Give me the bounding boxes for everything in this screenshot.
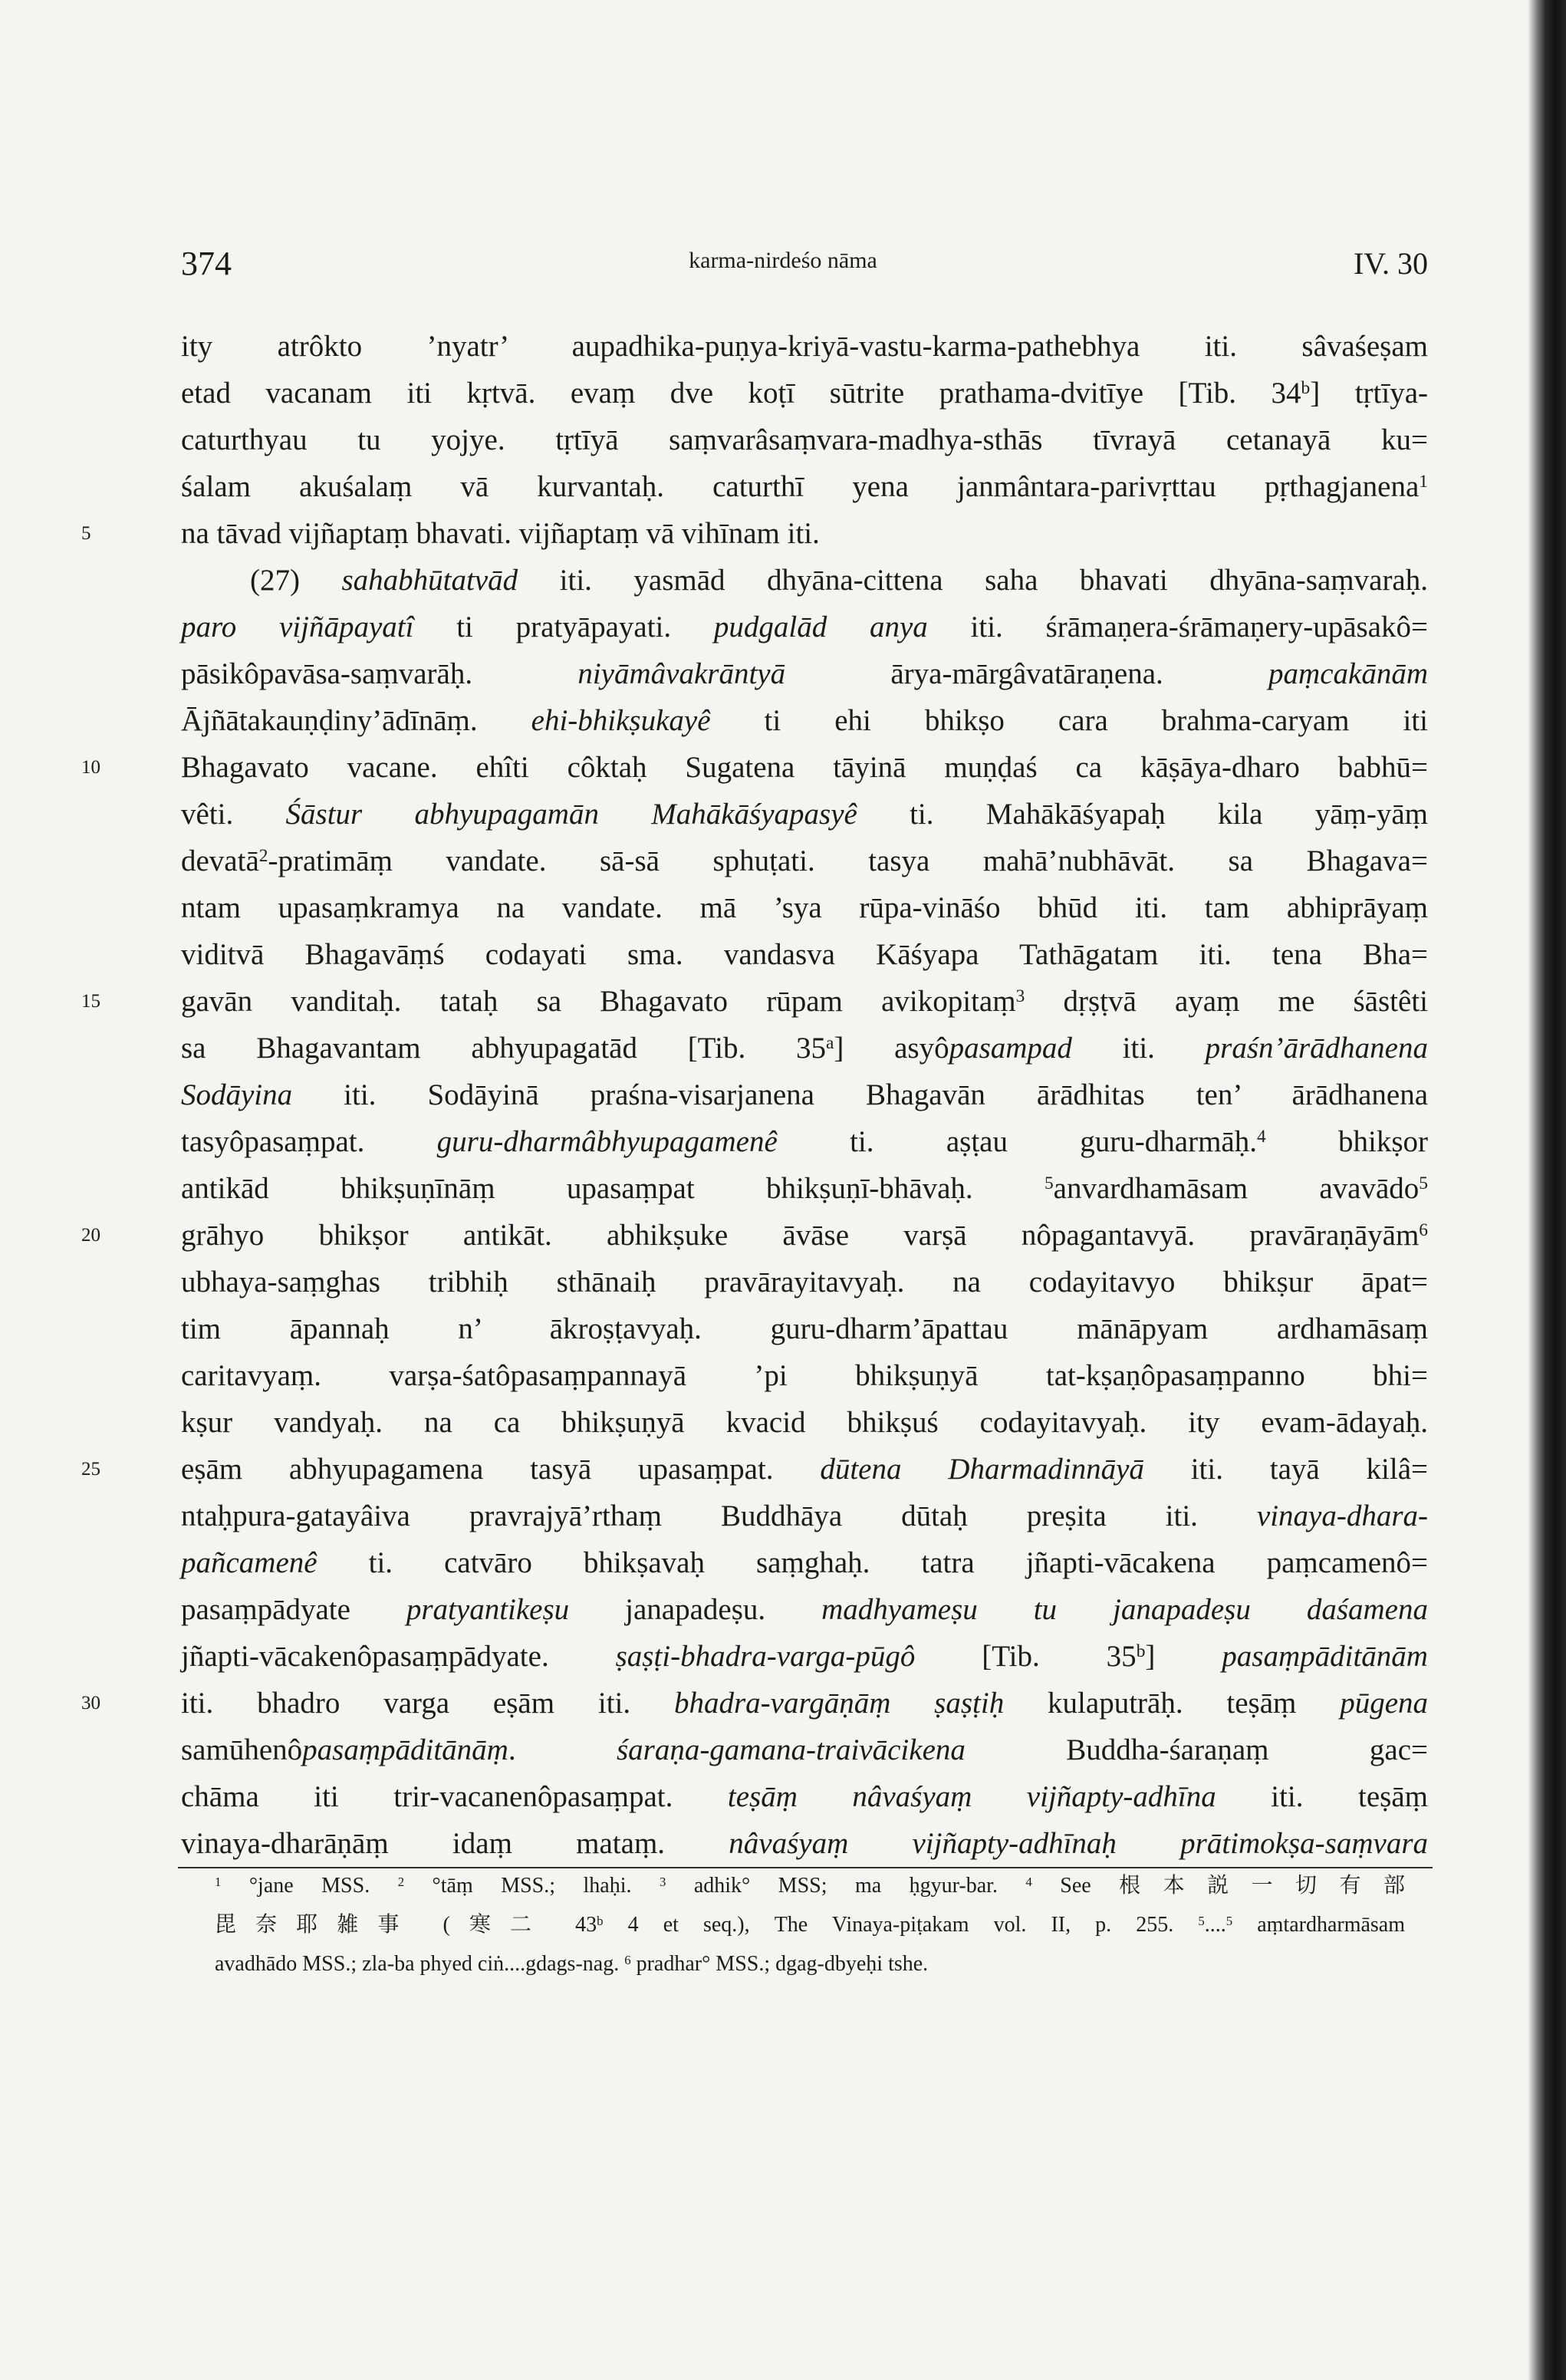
text-run: -pratimāṃ vandate. sā-sā sphuṭati. tasya mahā’nubhāvāt. sa Bhagava= [268,844,1428,877]
text-run: adhik° MSS; ma ḥgyur-bar. [666,1874,1026,1898]
text-run: ti ehi bhikṣo cara brahma-caryam iti [710,704,1428,737]
text-run: viditvā Bhagavāṃś codayati sma. vandasva Kāśyapa Tathāgatam iti. tena Bha= [181,938,1428,971]
text-line [81,744,1428,791]
text-run: bhikṣor [1265,1125,1428,1158]
text-line [81,1212,1428,1259]
text-run: caturthyau tu yojye. tṛtīyā saṃvarâsaṃvara-madhya-sthās tīvrayā cetanayā ku= [181,423,1428,456]
text-run: avadhādo MSS.; zla-ba phyed ciṅ....gdags-nag. [215,1952,625,1976]
text-line [181,463,1428,510]
text-run: ] tṛtīya- [1310,377,1428,410]
italic-text: pūgena [1340,1687,1429,1720]
italic-text: madhyameṣu tu janapadeṣu daśamena [821,1593,1428,1626]
text-run: Buddha-śaraṇaṃ gac= [965,1733,1429,1766]
text-line [181,1025,1428,1071]
text-line [181,650,1428,697]
text-run: ] [1145,1640,1222,1673]
text-line [181,1539,1428,1586]
footnotes [215,1866,1405,1983]
italic-text: sahabhūtatvād [341,564,518,597]
text-run: ti. Mahākāśyapaḥ kila yāṃ-yāṃ [857,798,1428,831]
italic-text: ṣaṣṭi-bhadra-varga-pūgô [615,1640,916,1673]
text-run: caritavyaṃ. varṣa-śatôpasaṃpannayā ’pi bhikṣuṇyā tat-kṣaṇôpasaṃpanno bhi= [181,1359,1428,1392]
footnote-marker: 5 [1225,1913,1233,1928]
text-line [81,510,1428,557]
text-run: eṣām abhyupagamena tasyā upasaṃpat. [181,1453,821,1486]
text-run: iti. tayā kilâ= [1143,1453,1428,1486]
text-line [181,791,1428,838]
text-line [181,931,1428,978]
italic-text: śaraṇa-gamana-traivācikena [616,1733,966,1766]
text-run: na tāvad vijñaptaṃ bhavati. vijñaptaṃ vā vihīnam iti. [181,517,820,550]
text-line [181,1399,1428,1446]
italic-text: pudgalād anya [713,611,928,644]
text-run: ity atrôkto ’nyatr’ aupadhika-puṇya-kriyā-vastu-karma-pathebhya iti. sâvaśeṣam [181,330,1428,363]
text-run: janapadeṣu. [569,1593,822,1626]
footnote-marker: 5 [1419,1174,1428,1194]
text-run: Ājñātakauṇḍiny’ādīnāṃ. [181,704,531,737]
line-number: 25 [81,1459,100,1480]
italic-text: nâvaśyaṃ vijñapty-adhīnaḥ prātimokṣa-saṃvara [729,1827,1428,1860]
text-run: tasyôpasaṃpat. [181,1125,437,1158]
italic-text: Sodāyina [181,1078,293,1111]
text-run: ntaḥpura-gatayâiva pravrajyā’rthaṃ Buddhāya dūtaḥ preṣita iti. [181,1499,1257,1532]
text-line [181,1820,1428,1867]
text-run: °jane MSS. [221,1874,398,1898]
line-number: 15 [81,991,100,1012]
footnote-marker: b [1301,378,1311,399]
italic-text: niyāmâvakrāntyā [577,657,786,690]
text-line [81,978,1428,1025]
text-line [181,884,1428,931]
footnote-line [215,1905,1405,1944]
text-line [181,1071,1428,1118]
footnote-marker: b [597,1913,604,1928]
text-run: sa Bhagavantam abhyupagatād [Tib. 35 [181,1032,826,1065]
footnote-marker: 1 [215,1874,222,1889]
footnote-marker: 5 [1198,1913,1205,1928]
text-run: antikād bhikṣuṇīnāṃ upasaṃpat bhikṣuṇī-bhāvaḥ. [181,1172,1045,1205]
text-run: gavān vanditaḥ. tataḥ sa Bhagavato rūpam avikopitaṃ [181,985,1016,1018]
footnote-marker: 2 [397,1874,405,1889]
footnote-marker: 6 [624,1952,631,1967]
text-line [181,1259,1428,1305]
italic-text: pasaṃpāditānāṃ [302,1733,508,1766]
text-run: tim āpannaḥ n’ ākroṣṭavyaḥ. guru-dharm’āpattau mānāpyam ardhamāsaṃ [181,1312,1428,1345]
text-run: iti. teṣāṃ [1216,1780,1428,1813]
text-run: . [508,1733,617,1766]
text-line [181,1493,1428,1539]
footnote-marker: 4 [1025,1874,1032,1889]
text-run: vêti. [181,798,286,831]
text-run: ] asyô [834,1032,949,1065]
page-number: 374 [181,245,232,282]
text-run: dṛṣṭvā ayaṃ me śāstêti [1025,985,1428,1018]
italic-text: paro vijñāpayatî [181,611,414,644]
text-run: ti. catvāro bhikṣavaḥ saṃghaḥ. tatra jñapti-vācakena paṃcamenô= [317,1546,1428,1579]
text-line [81,1680,1429,1727]
text-run: 毘奈耶雑事 (寒二 43 [215,1913,597,1937]
text-line [181,370,1428,416]
paragraph [81,557,1429,1867]
text-line [181,1118,1428,1165]
text-run: devatā [181,844,259,877]
text-run: iti. yasmād dhyāna-cittena saha bhavati dhyāna-saṃvaraḥ. [518,564,1428,597]
text-line [181,1773,1428,1820]
text-run: pradhar° MSS.; dgag-dbyeḥi tshe. [630,1952,929,1976]
text-run: ntam upasaṃkramya na vandate. mā ’sya rūpa-vināśo bhūd iti. tam abhiprāyaṃ [181,891,1428,924]
text-line [181,1165,1428,1212]
text-run: ti. aṣṭau guru-dharmāḥ. [777,1125,1257,1158]
footnote-marker: 1 [1419,472,1428,492]
text-run: samūhenô [181,1733,303,1766]
italic-text: dūtena Dharmadinnāyā [820,1453,1144,1486]
text-line [181,697,1428,744]
paragraph [81,323,1428,557]
italic-text: praśn’ārādhanena [1205,1032,1428,1065]
italic-text: guru-dharmâbhyupagamenê [436,1125,778,1158]
text-run: [Tib. 35 [915,1640,1137,1673]
text-line [181,604,1428,650]
text-run: anvardhamāsam avavādo [1053,1172,1420,1205]
text-run: pasaṃpādyate [181,1593,406,1626]
text-line [181,323,1428,370]
text-line [181,557,1428,604]
line-number: 5 [81,523,91,544]
text-line [181,1352,1428,1399]
footnote-marker: 4 [1256,1127,1266,1147]
text-run: 4 et seq.), The Vinaya-piṭakam vol. II, p. 255. [603,1913,1199,1937]
text-line [181,1305,1428,1352]
text-run: Bhagavato vacane. ehîti côktaḥ Sugatena tāyinā muṇḍaś ca kāṣāya-dharo babhū= [181,751,1428,784]
footnote-marker: 6 [1419,1220,1428,1241]
footnote-marker: 2 [258,846,268,867]
italic-text: Śāstur abhyupagamān Mahākāśyapasyê [285,798,857,831]
footnote-line [215,1866,1405,1905]
text-run: iti. [1071,1032,1206,1065]
text-run: See 根本説一切有部 [1031,1874,1405,1898]
italic-text: pasampad [949,1032,1072,1065]
text-run: kṣur vandyaḥ. na ca bhikṣuṇyā kvacid bhikṣuś codayitavyaḥ. ity evam-ādayaḥ. [181,1406,1428,1439]
text-run: iti. śrāmaṇera-śrāmaṇery-upāsakô= [927,611,1428,644]
text-run: kulaputrāḥ. teṣāṃ [1004,1687,1341,1720]
italic-text: paṃcakānām [1268,657,1428,690]
italic-text: pañcamenê [181,1546,317,1579]
text-run: chāma iti trir-vacanenôpasaṃpat. [181,1780,728,1813]
running-title: karma-nirdeśo nāma [689,248,877,273]
footnote-marker: 5 [1044,1174,1054,1194]
italic-text: ehi-bhikṣukayê [531,704,711,737]
text-run: vinaya-dharāṇāṃ idaṃ mataṃ. [181,1827,729,1860]
line-number: 10 [81,757,100,778]
text-run: ubhaya-saṃghas tribhiḥ sthānaiḥ pravārayitavyaḥ. na codayitavyo bhikṣur āpat= [181,1266,1428,1299]
text-line [181,1633,1428,1680]
text-run: aṃtardharmāsam [1232,1913,1406,1937]
line-number: 20 [81,1225,100,1246]
text-line [81,1446,1428,1493]
text-run: °tāṃ MSS.; lhaḥi. [404,1874,660,1898]
text-line [181,416,1428,463]
text-run: iti. Sodāyinā praśna-visarjanena Bhagavān ārādhitas ten’ ārādhanena [292,1078,1428,1111]
footnote-marker: b [1136,1641,1146,1662]
section-reference: IV. 30 [1353,246,1428,281]
text-run: (27) [250,564,342,597]
text-run: etad vacanam iti kṛtvā. evaṃ dve koṭī sūtrite prathama-dvitīye [Tib. 34 [181,377,1301,410]
text-line [181,838,1428,884]
text-run: jñapti-vācakenôpasaṃpādyate. [181,1640,616,1673]
footnote-marker: 3 [1015,986,1025,1007]
text-line [181,1586,1428,1633]
italic-text: teṣāṃ nâvaśyaṃ vijñapty-adhīna [727,1780,1216,1813]
text-run: grāhyo bhikṣor antikāt. abhikṣuke āvāse varṣā nôpagantavyā. pravāraṇāyām [181,1219,1420,1252]
italic-text: pratyantikeṣu [406,1593,570,1626]
text-run: iti. bhadro varga eṣām iti. [181,1687,674,1720]
footnote-marker: 3 [659,1874,666,1889]
italic-text: pasaṃpāditānām [1222,1640,1428,1673]
italic-text: bhadra-vargāṇāṃ ṣaṣṭiḥ [673,1687,1005,1720]
text-line [181,1727,1428,1773]
footnote-line [215,1944,1405,1983]
text-run: pāsikôpavāsa-saṃvarāḥ. [181,657,578,690]
italic-text: vinaya-dhara- [1256,1499,1428,1532]
line-number: 30 [81,1693,100,1713]
text-run: śalam akuśalaṃ vā kurvantaḥ. caturthī yena janmântara-parivṛttau pṛthagjanena [181,470,1420,503]
text-run: .... [1204,1913,1226,1937]
footnote-marker: a [825,1033,834,1054]
text-run: ārya-mārgâvatāraṇena. [785,657,1269,690]
binding-edge [1528,0,1566,2380]
main-text [81,323,1429,1867]
text-run: ti pratyāpayati. [413,611,714,644]
